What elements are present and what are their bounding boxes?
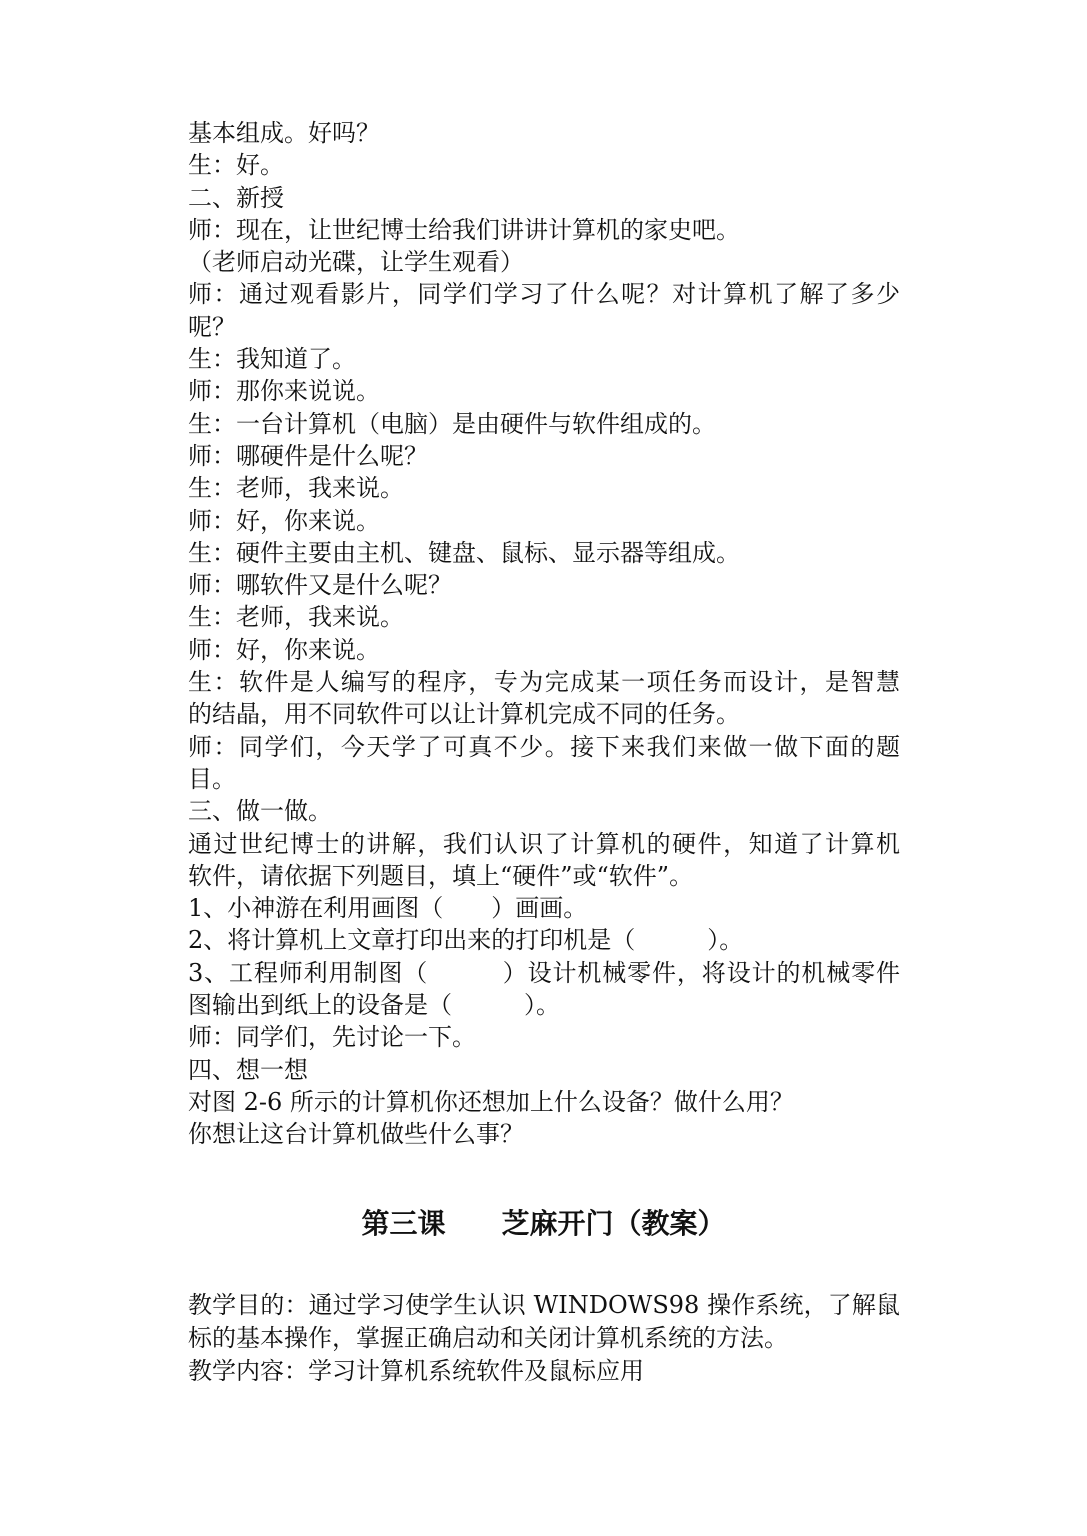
text-line: 生：我知道了。 (188, 345, 356, 374)
text-line: 生：老师，我来说。 (188, 474, 404, 503)
text-line: 呢？ (188, 312, 236, 341)
text-line: 师：好，你来说。 (188, 635, 380, 664)
text-line: 3、工程师利用制图（ ）设计机械零件，将设计的机械零件 (188, 958, 900, 987)
text-line: 目。 (188, 764, 236, 793)
text-line: 2、将计算机上文章打印出来的打印机是（ ）。 (188, 926, 744, 955)
text-line: 师：哪硬件是什么呢？ (188, 441, 428, 470)
text-line: （老师启动光碟，让学生观看） (188, 248, 524, 277)
text-line: 通过世纪博士的讲解，我们认识了计算机的硬件，知道了计算机 (188, 829, 900, 858)
text-line: 对图 2-6 所示的计算机你还想加上什么设备？做什么用？ (188, 1087, 794, 1116)
text-line: 师：通过观看影片，同学们学习了什么呢？对计算机了解了多少 (188, 280, 900, 309)
text-line: 师：同学们，先讨论一下。 (188, 1023, 476, 1052)
text-line: 师：那你来说说。 (188, 377, 380, 406)
text-line: 图输出到纸上的设备是（ ）。 (188, 991, 560, 1020)
text-line: 师：好，你来说。 (188, 506, 380, 535)
intro-line: 标的基本操作，掌握正确启动和关闭计算机系统的方法。 (188, 1324, 788, 1352)
text-line: 1、小神游在利用画图（ ）画画。 (188, 894, 588, 923)
text-line: 三、做一做。 (188, 797, 332, 826)
text-line: 师：哪软件又是什么呢？ (188, 571, 452, 600)
intro-line: 教学内容：学习计算机系统软件及鼠标应用 (188, 1357, 644, 1385)
text-line: 生：好。 (188, 151, 284, 180)
text-line: 你想让这台计算机做些什么事？ (188, 1120, 524, 1149)
lesson-title: 第三课 芝麻开门（教案） (361, 1207, 726, 1240)
intro-line: 教学目的：通过学习使学生认识 WINDOWS98 操作系统，了解鼠 (188, 1291, 900, 1319)
text-line: 的结晶，用不同软件可以让计算机完成不同的任务。 (188, 700, 740, 729)
dialogue-section (188, 117, 900, 1151)
text-line: 生：老师，我来说。 (188, 603, 404, 632)
text-line: 生：硬件主要由主机、键盘、鼠标、显示器等组成。 (188, 538, 740, 567)
text-line: 生：软件是人编写的程序，专为完成某一项任务而设计，是智慧 (188, 668, 900, 697)
text-line: 四、想一想 (188, 1055, 308, 1084)
text-line: 师：同学们，今天学了可真不少。接下来我们来做一做下面的题 (188, 732, 900, 761)
text-line: 二、新授 (188, 183, 284, 212)
text-line: 基本组成。好吗？ (188, 119, 380, 147)
lesson-intro-section (188, 1289, 900, 1388)
text-line: 软件，请依据下列题目，填上“硬件”或“软件”。 (188, 861, 694, 890)
text-line: 生：一台计算机（电脑）是由硬件与软件组成的。 (188, 409, 716, 438)
text-line: 师：现在，让世纪博士给我们讲讲计算机的家史吧。 (188, 215, 740, 244)
